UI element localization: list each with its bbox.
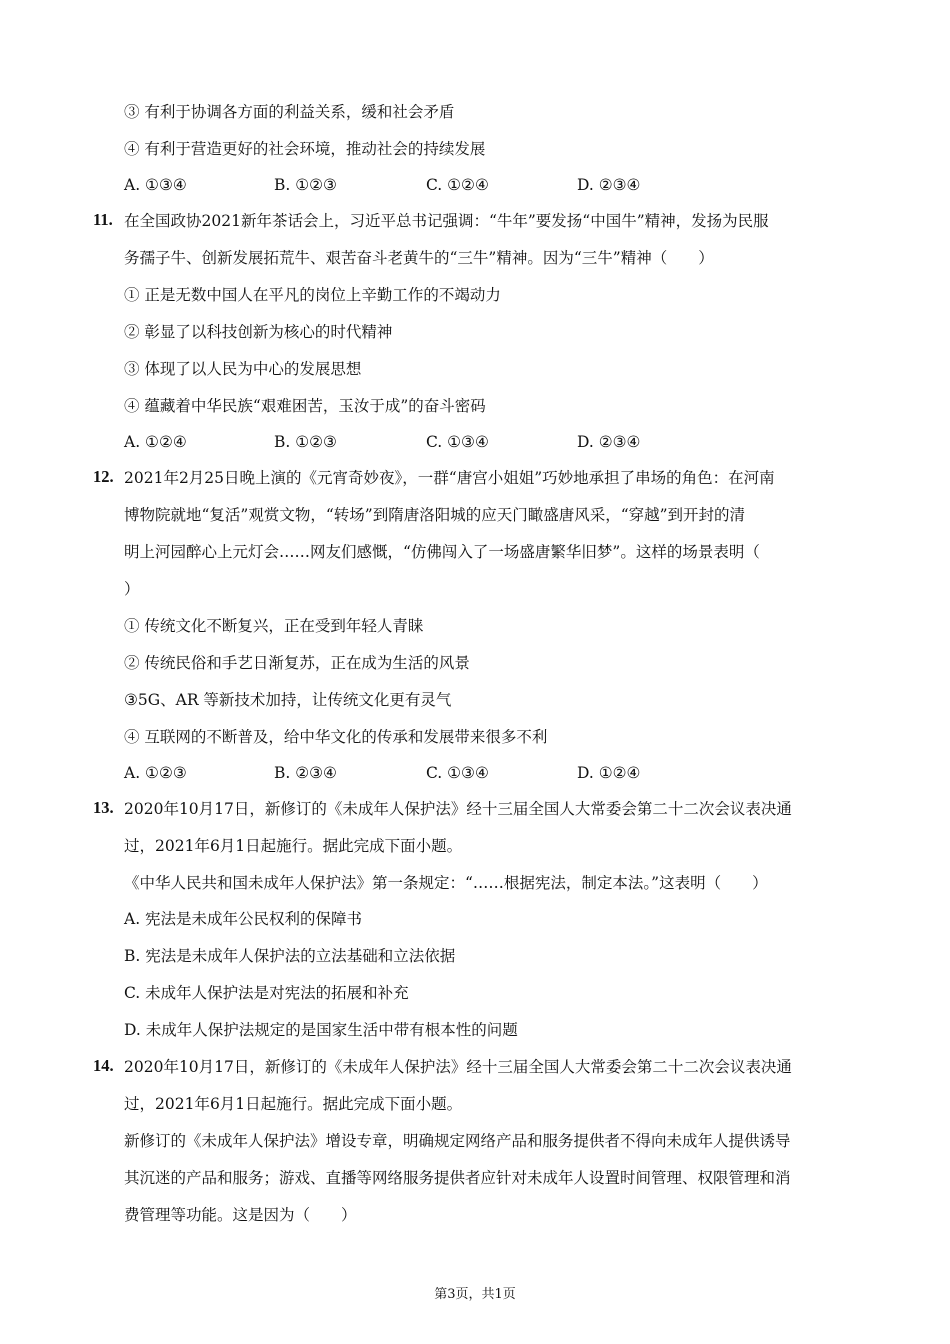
question-stem: 费管理等功能。这是因为（ ） xyxy=(124,1206,357,1224)
option-c[interactable]: C. ①②④ xyxy=(426,176,489,194)
question-number: 14. xyxy=(93,1056,114,1075)
option-d[interactable]: D. ②③④ xyxy=(577,176,641,194)
statement-2: ② 彰显了以科技创新为核心的时代精神 xyxy=(124,323,393,341)
question-stem: 其沉迷的产品和服务；游戏、直播等网络服务提供者应针对未成年人设置时间管理、权限管理和消 xyxy=(124,1169,791,1187)
option-a[interactable]: A. ①②④ xyxy=(124,433,187,451)
question-stem: 在全国政协2021新年茶话会上，习近平总书记强调：“牛年”要发扬“中国牛”精神，发扬为民服 xyxy=(124,212,769,230)
option-c[interactable]: C. ①③④ xyxy=(426,433,489,451)
question-stem: 务孺子牛、创新发展拓荒牛、艰苦奋斗老黄牛的“三牛”精神。因为“三牛”精神（ ） xyxy=(124,249,714,267)
option-b[interactable]: B. ①②③ xyxy=(274,433,337,451)
page-footer: 第3页，共1页 xyxy=(434,1287,516,1302)
choice-c[interactable]: C. 未成年人保护法是对宪法的拓展和补充 xyxy=(124,984,409,1002)
question-number: 12. xyxy=(93,467,114,486)
question-stem: 过，2021年6月1日起施行。据此完成下面小题。 xyxy=(124,837,463,855)
statement-3: ③ 体现了以人民为中心的发展思想 xyxy=(124,360,362,378)
choice-b[interactable]: B. 宪法是未成年人保护法的立法基础和立法依据 xyxy=(124,947,456,965)
statement-1: ① 正是无数中国人在平凡的岗位上辛勤工作的不竭动力 xyxy=(124,286,501,304)
choice-d[interactable]: D. 未成年人保护法规定的是国家生活中带有根本性的问题 xyxy=(124,1021,518,1039)
question-stem: 2021年2月25日晚上演的《元宵奇妙夜》，一群“唐宫小姐姐”巧妙地承担了串场的角色：在河南 xyxy=(124,469,775,487)
question-number: 11. xyxy=(93,210,113,229)
statement-3: ③5G、AR 等新技术加持，让传统文化更有灵气 xyxy=(124,691,452,709)
question-stem: 博物院就地“复活”观赏文物，“转场”到隋唐洛阳城的应天门瞰盛唐风采，“穿越”到开封的清 xyxy=(124,506,746,524)
question-stem: 明上河园醉心上元灯会……网友们感慨，“仿佛闯入了一场盛唐繁华旧梦”。这样的场景表明（ xyxy=(124,543,760,561)
option-a[interactable]: A. ①③④ xyxy=(124,176,187,194)
statement-4: ④ 有利于营造更好的社会环境，推动社会的持续发展 xyxy=(124,140,486,158)
option-d[interactable]: D. ②③④ xyxy=(577,433,641,451)
statement-2: ② 传统民俗和手艺日渐复苏，正在成为生活的风景 xyxy=(124,654,470,672)
question-stem: ） xyxy=(124,580,140,598)
question-stem: 2020年10月17日，新修订的《未成年人保护法》经十三届全国人大常委会第二十二次会议表决通 xyxy=(124,800,792,818)
question-stem: 过，2021年6月1日起施行。据此完成下面小题。 xyxy=(124,1095,463,1113)
question-stem: 新修订的《未成年人保护法》增设专章，明确规定网络产品和服务提供者不得向未成年人提供诱导 xyxy=(124,1132,791,1150)
question-number: 13. xyxy=(93,798,114,817)
option-d[interactable]: D. ①②④ xyxy=(577,764,641,782)
option-b[interactable]: B. ①②③ xyxy=(274,176,337,194)
choice-a[interactable]: A. 宪法是未成年公民权利的保障书 xyxy=(124,910,363,928)
statement-4: ④ 互联网的不断普及，给中华文化的传承和发展带来很多不利 xyxy=(124,728,548,746)
statement-4: ④ 蕴藏着中华民族“艰难困苦，玉汝于成”的奋斗密码 xyxy=(124,397,486,415)
option-b[interactable]: B. ②③④ xyxy=(274,764,337,782)
option-a[interactable]: A. ①②③ xyxy=(124,764,187,782)
question-stem: 2020年10月17日，新修订的《未成年人保护法》经十三届全国人大常委会第二十二次会议表决通 xyxy=(124,1058,792,1076)
statement-1: ① 传统文化不断复兴，正在受到年轻人青睐 xyxy=(124,617,424,635)
statement-3: ③ 有利于协调各方面的利益关系，缓和社会矛盾 xyxy=(124,103,455,121)
question-stem: 《中华人民共和国未成年人保护法》第一条规定：“……根据宪法，制定本法。”这表明（ ） xyxy=(124,874,768,892)
option-c[interactable]: C. ①③④ xyxy=(426,764,489,782)
